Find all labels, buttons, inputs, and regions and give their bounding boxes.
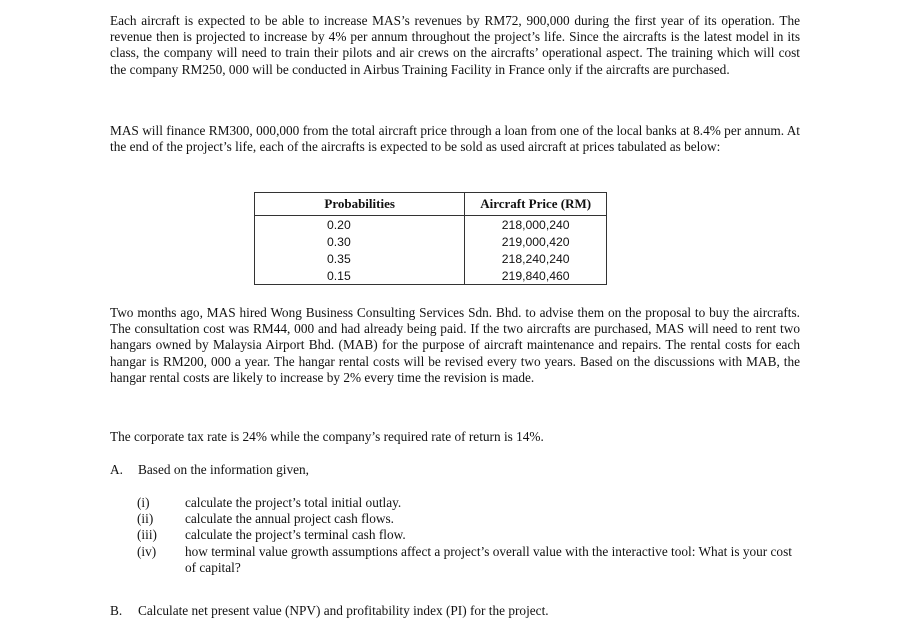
header-probabilities: Probabilities — [255, 193, 465, 216]
probability-cell: 0.30 — [255, 233, 465, 250]
list-item — [137, 527, 802, 543]
table-row — [255, 216, 607, 234]
price-cell: 219,000,420 — [465, 233, 607, 250]
list-item-text: calculate the project’s total initial outlay. — [185, 495, 402, 510]
list-item-text: calculate the project’s terminal cash flow. — [185, 527, 406, 543]
list-item — [137, 544, 802, 576]
price-cell: 218,000,240 — [465, 216, 607, 234]
list-item-number: (i) — [137, 495, 150, 510]
probability-cell: 0.35 — [255, 250, 465, 267]
question-a — [110, 462, 800, 478]
header-aircraft-price: Aircraft Price (RM) — [465, 193, 607, 216]
question-b-label: B. — [110, 603, 123, 618]
question-b-text: Calculate net present value (NPV) and profitability index (PI) for the project. — [138, 603, 549, 618]
list-item-number: (iv) — [137, 543, 157, 559]
paragraph-consulting-hangar: Two months ago, MAS hired Wong Business Consulting Services Sdn. Bhd. to advise them on the proposal to buy the aircrafts. The consultation cost was RM44, 000 and had already being paid. If the two aircrafts are purchased, MAS will need to rent two hangars owned by Malaysia Airport Bhd. (MAB) for the purpose of aircraft maintenance and repairs. The rental costs for each hangar is RM200, 000 a year. The hangar rental costs will be revised every two years. Based on the discussions with MAB, the hangar rental costs are likely to increase by 2% every time the revision is made. — [110, 305, 800, 385]
list-item-text: how terminal value growth assumptions affect a project’s overall value with the interactive tool: What is your cost of capital? — [185, 543, 792, 575]
question-a-text: Based on the information given, — [138, 462, 309, 477]
table-row — [255, 233, 607, 250]
price-cell: 219,840,460 — [465, 267, 607, 285]
probability-cell: 0.15 — [255, 267, 465, 285]
paragraph-revenue: Each aircraft is expected to be able to increase MAS’s revenues by RM72, 900,000 during the first year of its operation. The revenue then is projected to increase by 4% per annum throughout the project’s life. Since the aircrafts is the latest model in its class, the company will need to train their pilots and air crews on the aircrafts’ operational aspect. The training which will cost the company RM250, 000 will be conducted in Airbus Training Facility in France only if the aircrafts are purchased. — [110, 13, 800, 77]
aircraft-price-table — [254, 192, 607, 285]
question-a-list — [137, 495, 802, 576]
list-item-number: (ii) — [137, 511, 154, 527]
list-item-text: calculate the annual project cash flows. — [185, 511, 394, 527]
probability-cell: 0.20 — [255, 216, 465, 234]
question-a-label: A. — [110, 462, 123, 477]
price-cell: 218,240,240 — [465, 250, 607, 267]
paragraph-tax-rate: The corporate tax rate is 24% while the company’s required rate of return is 14%. — [110, 429, 544, 444]
list-item — [137, 511, 802, 527]
list-item — [137, 495, 802, 511]
table-row — [255, 267, 607, 285]
table-row — [255, 250, 607, 267]
paragraph-financing: MAS will finance RM300, 000,000 from the total aircraft price through a loan from one of the local banks at 8.4% per annum. At the end of the project’s life, each of the aircrafts is expected to be sold as used aircraft at prices tabulated as below: — [110, 123, 800, 155]
question-b — [110, 603, 800, 619]
table-header-row — [255, 193, 607, 216]
list-item-number: (iii) — [137, 527, 157, 543]
